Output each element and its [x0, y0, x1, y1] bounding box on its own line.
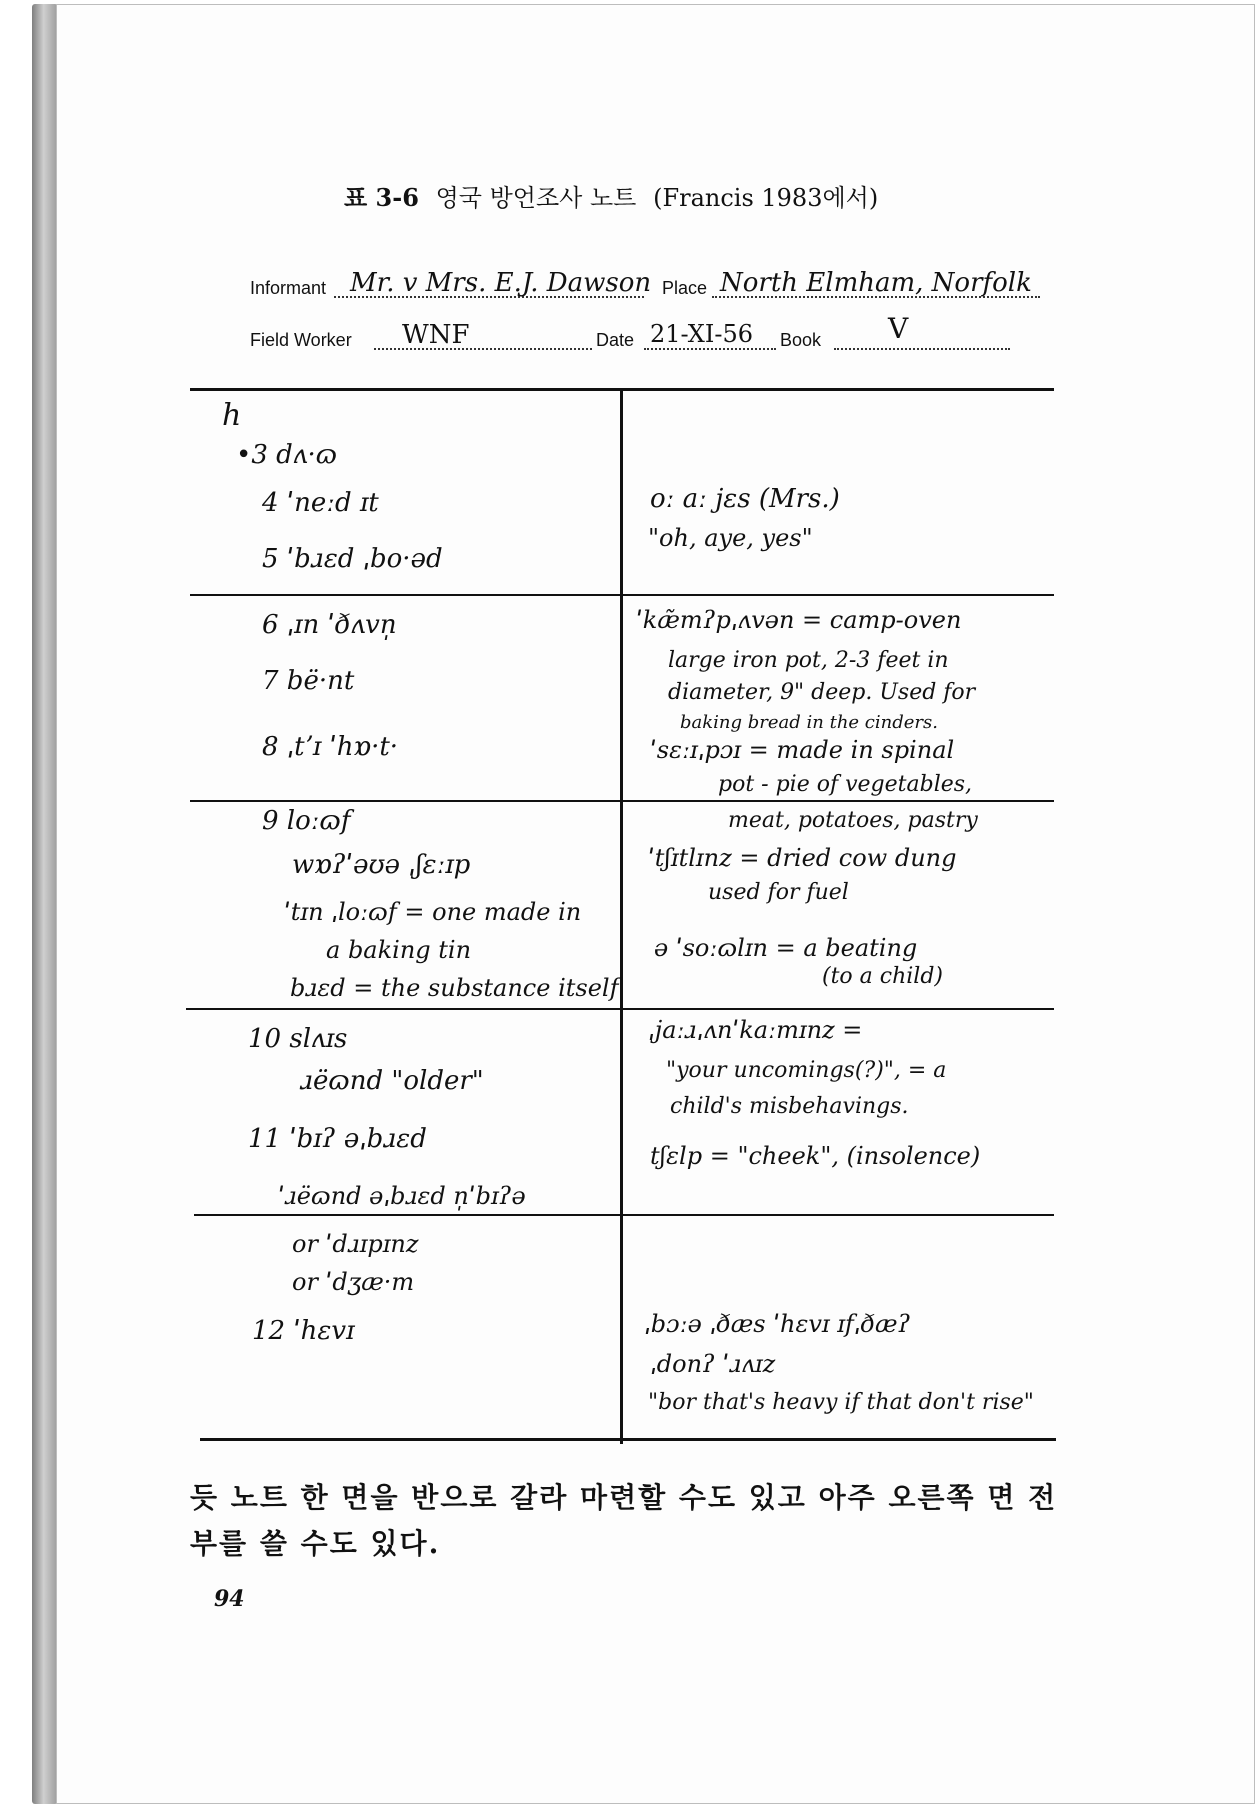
- right-entry: "your uncomings(?)", = a: [666, 1058, 947, 1083]
- book-spine: [32, 4, 58, 1804]
- caption-source: (Francis 1983에서): [653, 184, 879, 212]
- right-entry: diameter, 9" deep. Used for: [668, 680, 976, 705]
- right-entry: ˌdonʔ ˈɹʌɪz: [650, 1350, 776, 1378]
- book-value: V: [888, 312, 909, 345]
- right-entry: ˈsɛːɪˌpɔɪ = made in spinal: [650, 736, 955, 764]
- table-bottom-rule: [200, 1438, 1056, 1441]
- caption-title: 영국 방언조사 노트: [435, 184, 637, 212]
- left-entry: •3 dʌ·ɷ: [236, 440, 338, 470]
- right-entry: ˌjaːɹˌʌnˈkaːmɪnz =: [648, 1016, 863, 1044]
- table-caption: [344, 178, 878, 213]
- body-text-line-2: 부를 쓸 수도 있다.: [190, 1527, 441, 1560]
- worker-value: WNF: [402, 320, 470, 350]
- left-entry: 7 bë·nt: [262, 666, 355, 696]
- right-entry: ə ˈsoːɷlɪn = a beating: [654, 934, 918, 962]
- left-entry: 12 ˈhɛvɪ: [252, 1316, 355, 1346]
- place-value: North Elmham, Norfolk: [720, 268, 1032, 298]
- left-entry: 11 ˈbɪʔ əˌbɹɛd: [248, 1124, 427, 1154]
- left-entry: a baking tin: [326, 936, 472, 964]
- body-text-line-1: 듯 노트 한 면을 반으로 갈라 마련할 수도 있고 아주 오른쪽 면 전: [190, 1481, 1058, 1514]
- left-entry: ˈtɪn ˌloːɷf = one made in: [284, 898, 582, 926]
- right-entry: baking bread in the cinders.: [680, 712, 938, 733]
- right-entry: pot - pie of vegetables,: [718, 772, 973, 797]
- table-column-divider: [620, 390, 623, 1444]
- left-entry: 5 ˈbɹɛd ˌbo·əd: [262, 544, 443, 574]
- date-value: 21-XI-56: [650, 320, 754, 348]
- left-mark: h: [222, 398, 242, 433]
- worker-label: Field Worker: [250, 330, 352, 350]
- left-entry: wɒʔˈəʊə ˌʃɛːɪp: [292, 850, 471, 880]
- informant-value: Mr. v Mrs. E.J. Dawson: [350, 268, 652, 298]
- left-entry: or ˈdʒæ·m: [292, 1268, 415, 1296]
- place-label: Place: [662, 278, 708, 298]
- right-entry: ˌbɔːə ˌðæs ˈhɛvɪ ɪfˌðæʔ: [644, 1310, 911, 1338]
- informant-label: Informant: [250, 278, 327, 298]
- left-entry: ɹëɷnd "older": [300, 1066, 484, 1096]
- left-entry: bɹɛd = the substance itself: [290, 974, 619, 1002]
- book-dotline: [834, 348, 1010, 350]
- right-entry: tʃɛlp = "cheek", (insolence): [650, 1142, 981, 1170]
- left-entry: ˈɹëɷnd əˌbɹɛd n̩ˈbɪʔə: [278, 1182, 526, 1210]
- right-entry: child's misbehavings.: [670, 1094, 909, 1119]
- row-rule-3: [186, 1008, 1054, 1010]
- right-entry: ˈkæ̃mʔpˌʌvən = camp-oven: [636, 606, 962, 634]
- left-entry: 9 loːɷf: [262, 806, 351, 836]
- book-label: Book: [780, 330, 822, 350]
- left-entry: 6 ˌɪn ˈðʌvn̩: [262, 610, 397, 640]
- left-entry: 4 ˈneːd ɪt: [262, 488, 379, 518]
- page-number: 94: [214, 1586, 245, 1612]
- right-entry: oː aː jɛs (Mrs.): [650, 484, 840, 514]
- date-dotline: [644, 348, 776, 350]
- right-entry: ˈtʃɪtlɪnz = dried cow dung: [648, 844, 957, 872]
- right-entry: used for fuel: [708, 880, 849, 905]
- caption-label: 표 3-6: [344, 183, 419, 212]
- right-entry: "bor that's heavy if that don't rise": [648, 1390, 1034, 1415]
- row-rule-1: [190, 594, 1054, 596]
- left-entry: or ˈdɹɪpɪnz: [292, 1230, 419, 1258]
- right-entry: "oh, aye, yes": [648, 524, 813, 552]
- left-entry: 8 ˌtʼɪ ˈhɒ·t·: [262, 732, 399, 762]
- row-rule-4: [194, 1214, 1054, 1216]
- right-entry: meat, potatoes, pastry: [728, 808, 978, 833]
- left-entry: 10 slʌɪs: [248, 1024, 348, 1054]
- row-rule-2: [190, 800, 1054, 802]
- right-entry: (to a child): [822, 964, 943, 989]
- right-entry: large iron pot, 2-3 feet in: [668, 648, 949, 673]
- date-label: Date: [596, 330, 635, 350]
